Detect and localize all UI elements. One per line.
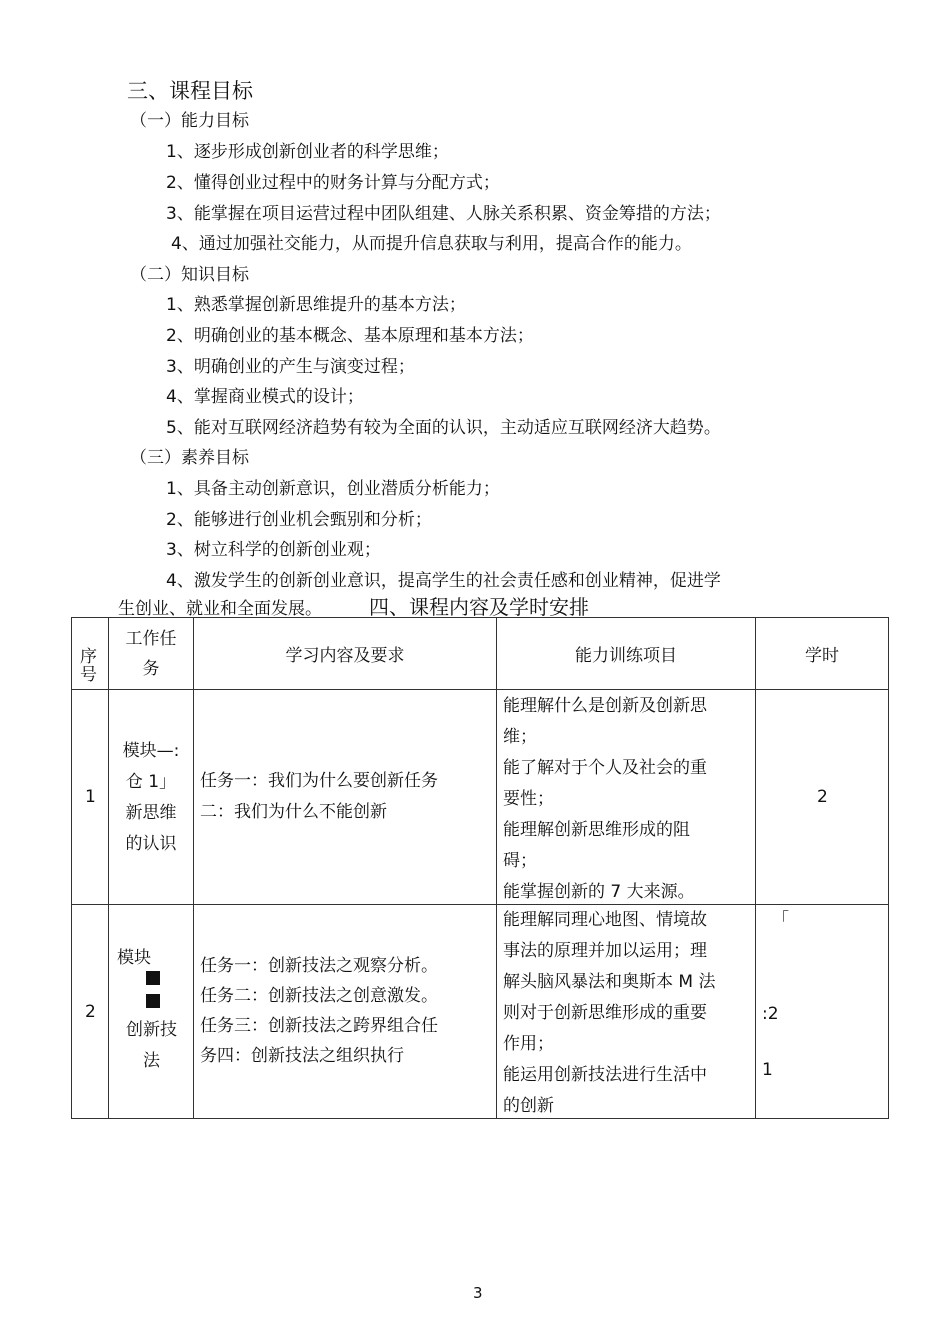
row1-hours-value: 2 bbox=[817, 787, 828, 807]
quality-item: 2、能够进行创业机会甄别和分析； bbox=[166, 510, 432, 530]
knowledge-item: 1、熟悉掌握创新思维提升的基本方法； bbox=[166, 295, 466, 315]
quality-heading: （三）素养目标 bbox=[130, 448, 249, 468]
table-row bbox=[72, 905, 889, 1119]
ability-item: 3、能掌握在项目运营过程中团队组建、人脉关系积累、资金筹措的方法； bbox=[166, 204, 721, 224]
row2-content-line: 任务三：创新技法之跨界组合任 bbox=[200, 1016, 438, 1036]
row1-content bbox=[194, 690, 497, 905]
table-row bbox=[72, 690, 889, 905]
header-seq-line: 号 bbox=[80, 665, 97, 685]
section-4-title: 四、课程内容及学时安排 bbox=[369, 595, 589, 619]
row1-content-line: 任务一：我们为什么要创新任务 bbox=[200, 771, 438, 791]
row1-module bbox=[109, 690, 194, 905]
row2-training-line: 能运用创新技法进行生活中 bbox=[503, 1065, 707, 1085]
knowledge-item: 2、明确创业的基本概念、基本原理和基本方法； bbox=[166, 326, 534, 346]
row2-content bbox=[194, 905, 497, 1119]
ability-item: 2、懂得创业过程中的财务计算与分配方式； bbox=[166, 173, 500, 193]
row2-training-line: 作用； bbox=[503, 1034, 554, 1054]
table-header-row bbox=[72, 618, 889, 690]
row2-module-line: 法 bbox=[143, 1051, 160, 1071]
row1-hours bbox=[756, 690, 889, 905]
header-content: 学习内容及要求 bbox=[194, 618, 497, 690]
row1-module-line: 新思维 bbox=[125, 803, 177, 823]
row1-training-line: 能掌握创新的 7 大来源。 bbox=[503, 882, 695, 902]
row2-training-line: 解头脑风暴法和奥斯本 M 法 bbox=[503, 972, 716, 992]
header-seq-line: 序 bbox=[80, 647, 97, 667]
row2-content-line: 务四：创新技法之组织执行 bbox=[200, 1046, 404, 1066]
knowledge-item: 3、明确创业的产生与演变过程； bbox=[166, 357, 415, 377]
quality-item: 1、具备主动创新意识，创业潜质分析能力； bbox=[166, 479, 500, 499]
row1-training-line: 维； bbox=[503, 727, 537, 747]
row2-seq-value: 2 bbox=[85, 1002, 96, 1022]
row2-module-line: 创新技 bbox=[126, 1020, 177, 1040]
row2-seq bbox=[72, 905, 109, 1119]
row2-training-line: 则对于创新思维形成的重要 bbox=[503, 1003, 707, 1023]
header-hours: 学时 bbox=[756, 618, 889, 690]
row1-module-line: 仓 1」 bbox=[125, 772, 177, 792]
row1-training-line: 能理解什么是创新及创新思 bbox=[503, 696, 707, 716]
row2-hours bbox=[756, 905, 889, 1119]
header-task-line: 工作任 bbox=[125, 629, 177, 649]
row1-content-line: 二：我们为什么不能创新 bbox=[200, 802, 387, 822]
knowledge-item: 4、掌握商业模式的设计； bbox=[166, 387, 364, 407]
row2-module-top: 模块 bbox=[117, 948, 151, 968]
page-number: 3 bbox=[473, 1284, 483, 1302]
header-task bbox=[109, 618, 194, 690]
row2-content-line: 任务一：创新技法之观察分析。 bbox=[200, 956, 438, 976]
ability-item: 1、逐步形成创新创业者的科学思维； bbox=[166, 142, 449, 162]
row1-module-line: 模块—: bbox=[122, 741, 180, 761]
row2-module bbox=[109, 905, 194, 1119]
knowledge-item: 5、能对互联网经济趋势有较为全面的认识，主动适应互联网经济大趋势。 bbox=[166, 418, 721, 438]
row2-module-block bbox=[146, 970, 160, 990]
course-table bbox=[71, 617, 889, 1119]
row1-training-line: 要性； bbox=[503, 789, 554, 809]
quality-item-continuation: 生创业、就业和全面发展。 bbox=[118, 599, 322, 619]
row2-training-line: 的创新 bbox=[503, 1096, 554, 1116]
ability-item: 4、通过加强社交能力，从而提升信息获取与利用，提高合作的能力。 bbox=[171, 234, 692, 254]
row1-training bbox=[497, 690, 756, 905]
row2-hours-mark: 1 bbox=[762, 1060, 773, 1080]
row1-training-line: 能理解创新思维形成的阻 bbox=[503, 820, 690, 840]
row2-hours-mark: 「 bbox=[772, 910, 789, 930]
knowledge-heading: （二）知识目标 bbox=[130, 265, 249, 285]
row1-training-line: 碍； bbox=[503, 851, 537, 871]
row2-hours-mark: :2 bbox=[762, 1004, 779, 1024]
ability-heading: （一）能力目标 bbox=[130, 111, 249, 131]
row2-training-line: 能理解同理心地图、情境故 bbox=[503, 910, 707, 930]
row1-module-line: 的认识 bbox=[125, 834, 177, 854]
section-3-title: 三、课程目标 bbox=[127, 79, 253, 103]
row1-seq-value: 1 bbox=[85, 787, 96, 807]
row2-module-block bbox=[146, 993, 160, 1013]
row1-seq bbox=[72, 690, 109, 905]
header-training: 能力训练项目 bbox=[497, 618, 756, 690]
quality-item: 3、树立科学的创新创业观； bbox=[166, 540, 381, 560]
quality-item: 4、激发学生的创新创业意识，提高学生的社会责任感和创业精神，促进学 bbox=[166, 571, 721, 591]
row2-content-line: 任务二：创新技法之创意激发。 bbox=[200, 986, 438, 1006]
row2-training-line: 事法的原理并加以运用；理 bbox=[503, 941, 707, 961]
row2-training bbox=[497, 905, 756, 1119]
header-task-line: 务 bbox=[142, 659, 160, 679]
header-seq bbox=[72, 618, 109, 690]
row1-training-line: 能了解对于个人及社会的重 bbox=[503, 758, 707, 778]
